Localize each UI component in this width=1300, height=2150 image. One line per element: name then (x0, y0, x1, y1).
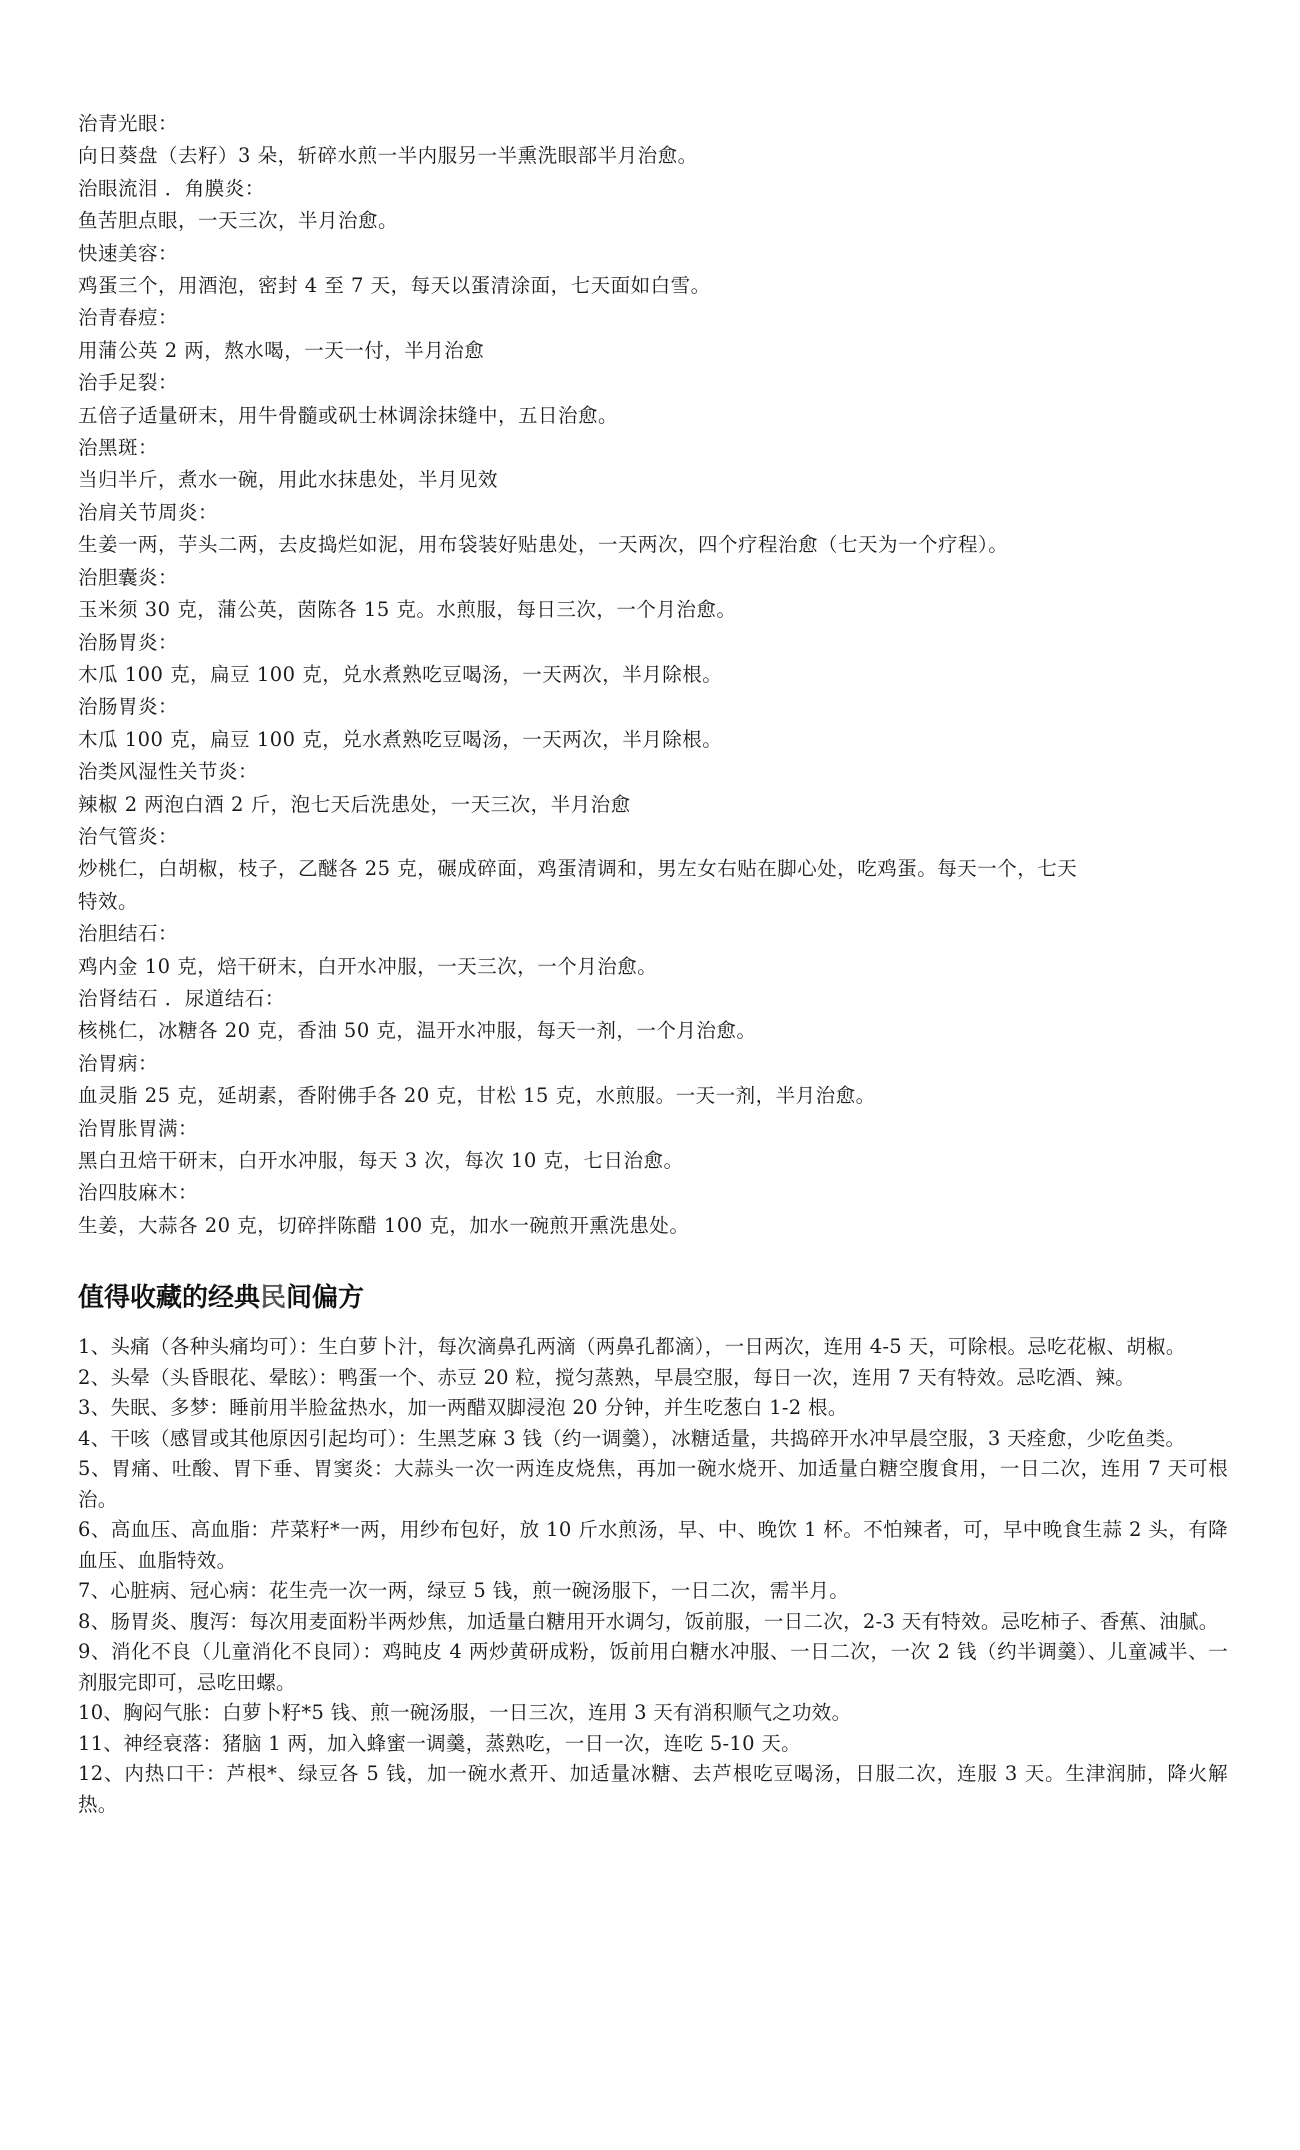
remedy-title: 治胃病： (78, 1051, 159, 1075)
section-title-part: 值得收藏的经典 (78, 1283, 261, 1314)
remedy-title: 治胃胀胃满： (78, 1116, 199, 1140)
list-item: 11、神经衰落：猪脑 1 两，加入蜂蜜一调羹，蒸熟吃，一日一次，连吃 5-10 天。 (78, 1731, 801, 1755)
remedy-title: 治胆结石： (78, 922, 179, 946)
remedy-body: 五倍子适量研末，用牛骨髓或矾士林调涂抹缝中，五日治愈。 (78, 403, 619, 427)
remedy-entry (78, 1177, 1228, 1242)
remedy-title: 治四肢麻木： (78, 1181, 199, 1205)
remedy-entry (78, 562, 1228, 627)
remedy-entry (78, 108, 1228, 173)
remedy-body: 生姜，大蒜各 20 克，切碎拌陈醋 100 克，加水一碗煎开熏洗患处。 (78, 1213, 690, 1237)
remedy-entry (78, 367, 1228, 432)
section-title-accent: 民 (260, 1283, 287, 1314)
remedy-body: 黑白丑焙干研末，白开水冲服，每天 3 次，每次 10 克，七日治愈。 (78, 1149, 684, 1172)
remedy-title: 治肾结石 ．尿道结石： (78, 986, 285, 1010)
remedy-entry (78, 691, 1228, 756)
remedy-title: 治胆囊炎： (78, 565, 179, 589)
remedy-body: 木瓜 100 克，扁豆 100 克，兑水煮熟吃豆喝汤，一天两次，半月除根。 (78, 727, 723, 751)
remedy-body: 鸡蛋三个，用酒泡，密封 4 至 7 天，每天以蛋清涂面，七天面如白雪。 (78, 274, 711, 298)
remedy-list (78, 108, 1228, 1242)
remedy-entry (78, 821, 1228, 918)
remedy-body: 向日葵盘（去籽）3 朵，斩碎水煎一半内服另一半熏洗眼部半月治愈。 (78, 144, 698, 168)
list-item: 6、高血压、高血脂：芹菜籽*一两，用纱布包好，放 10 斤水煎汤，早、中、晚饮 1 杯。不怕辣者，可，早中晚食生蒜 2 头，有降血压、血脂特效。 (78, 1518, 1228, 1572)
remedy-body: 生姜一两，芋头二两，去皮捣烂如泥，用布袋装好贴患处，一天两次，四个疗程治愈（七天为一个疗程）。 (78, 533, 1009, 557)
remedy-body: 炒桃仁，白胡椒，枝子，乙醚各 25 克，碾成碎面，鸡蛋清调和，男左女右贴在脚心处，吃鸡蛋。每天一个，七天特效。 (78, 857, 1078, 913)
section-title (78, 1278, 1228, 1318)
remedy-body: 用蒲公英 2 两，熬水喝，一天一付，半月治愈 (78, 338, 485, 362)
remedy-entry (78, 432, 1228, 497)
remedy-entry (78, 173, 1228, 238)
remedy-body: 鸡内金 10 克，焙干研末，白开水冲服，一天三次，一个月治愈。 (78, 954, 658, 978)
remedy-body: 木瓜 100 克，扁豆 100 克，兑水煮熟吃豆喝汤，一天两次，半月除根。 (78, 662, 723, 686)
list-item: 4、干咳（感冒或其他原因引起均可）：生黑芝麻 3 钱（约一调羹），冰糖适量，共捣碎开水冲早晨空服，3 天痊愈，少吃鱼类。 (78, 1426, 1186, 1450)
numbered-remedy-list (78, 1332, 1228, 1820)
list-item: 12、内热口干：芦根*、绿豆各 5 钱，加一碗水煮开、加适量冰糖、去芦根吃豆喝汤，日服二次，连服 3 天。生津润肺，降火解热。 (78, 1762, 1228, 1816)
list-item: 8、肠胃炎、腹泻：每次用麦面粉半两炒焦，加适量白糖用开水调匀，饭前服，一日二次，2-3 天有特效。忌吃柿子、香蕉、油腻。 (78, 1609, 1219, 1633)
remedy-body: 鱼苦胆点眼，一天三次，半月治愈。 (78, 209, 399, 233)
remedy-entry (78, 756, 1228, 821)
remedy-title: 治肠胃炎： (78, 695, 179, 719)
remedy-title: 治青春痘： (78, 306, 179, 330)
remedy-entry (78, 302, 1228, 367)
remedy-title: 治青光眼： (78, 112, 179, 135)
list-item: 1、头痛（各种头痛均可）：生白萝卜汁，每次滴鼻孔两滴（两鼻孔都滴），一日两次，连用 4-5 天，可除根。忌吃花椒、胡椒。 (78, 1335, 1186, 1359)
remedy-entry (78, 1113, 1228, 1178)
remedy-title: 治眼流泪 ．角膜炎： (78, 176, 265, 200)
remedy-entry (78, 627, 1228, 692)
remedy-body: 血灵脂 25 克，延胡素，香附佛手各 20 克，甘松 15 克，水煎服。一天一剂，半月治愈。 (78, 1084, 876, 1108)
remedy-title: 治气管炎： (78, 824, 179, 848)
remedy-entry (78, 238, 1228, 303)
remedy-title: 治类风湿性关节炎： (78, 760, 259, 784)
remedy-body: 玉米须 30 克，蒲公英，茵陈各 15 克。水煎服，每日三次，一个月治愈。 (78, 598, 737, 622)
remedy-entry (78, 983, 1228, 1048)
list-item: 10、胸闷气胀：白萝卜籽*5 钱、煎一碗汤服，一日三次，连用 3 天有消积顺气之功效。 (78, 1701, 852, 1725)
list-item: 7、心脏病、冠心病：花生壳一次一两，绿豆 5 钱，煎一碗汤服下，一日二次，需半月。 (78, 1579, 850, 1603)
list-item: 5、胃痛、吐酸、胃下垂、胃窦炎：大蒜头一次一两连皮烧焦，再加一碗水烧开、加适量白糖空腹食用，一日二次，连用 7 天可根治。 (78, 1457, 1228, 1511)
remedy-title: 治肩关节周炎： (78, 500, 219, 524)
remedy-entry (78, 918, 1228, 983)
remedy-title: 快速美容： (78, 241, 179, 265)
remedy-title: 治黑斑： (78, 436, 159, 460)
list-item: 2、头晕（头昏眼花、晕眩）：鸭蛋一个、赤豆 20 粒，搅匀蒸熟，早晨空服，每日一次，连用 7 天有特效。忌吃酒、辣。 (78, 1365, 1136, 1389)
remedy-title: 治肠胃炎： (78, 630, 179, 654)
document-page (78, 108, 1228, 1820)
remedy-entry (78, 1048, 1228, 1113)
remedy-body: 核桃仁，冰糖各 20 克，香油 50 克，温开水冲服，每天一剂，一个月治愈。 (78, 1019, 757, 1043)
remedy-body: 辣椒 2 两泡白酒 2 斤，泡七天后洗患处，一天三次，半月治愈 (78, 792, 631, 816)
remedy-entry (78, 497, 1228, 562)
list-item: 3、失眠、多梦：睡前用半脸盆热水，加一两醋双脚浸泡 20 分钟，并生吃葱白 1-2 根。 (78, 1396, 848, 1420)
list-item: 9、消化不良（儿童消化不良同）：鸡盹皮 4 两炒黄研成粉，饭前用白糖水冲服、一日二次，一次 2 钱（约半调羹）、儿童减半、一剂服完即可，忌吃田螺。 (78, 1640, 1228, 1694)
remedy-title: 治手足裂： (78, 371, 179, 395)
section-title-part: 间偏方 (286, 1283, 365, 1314)
remedy-body: 当归半斤，煮水一碗，用此水抹患处，半月见效 (78, 468, 499, 492)
